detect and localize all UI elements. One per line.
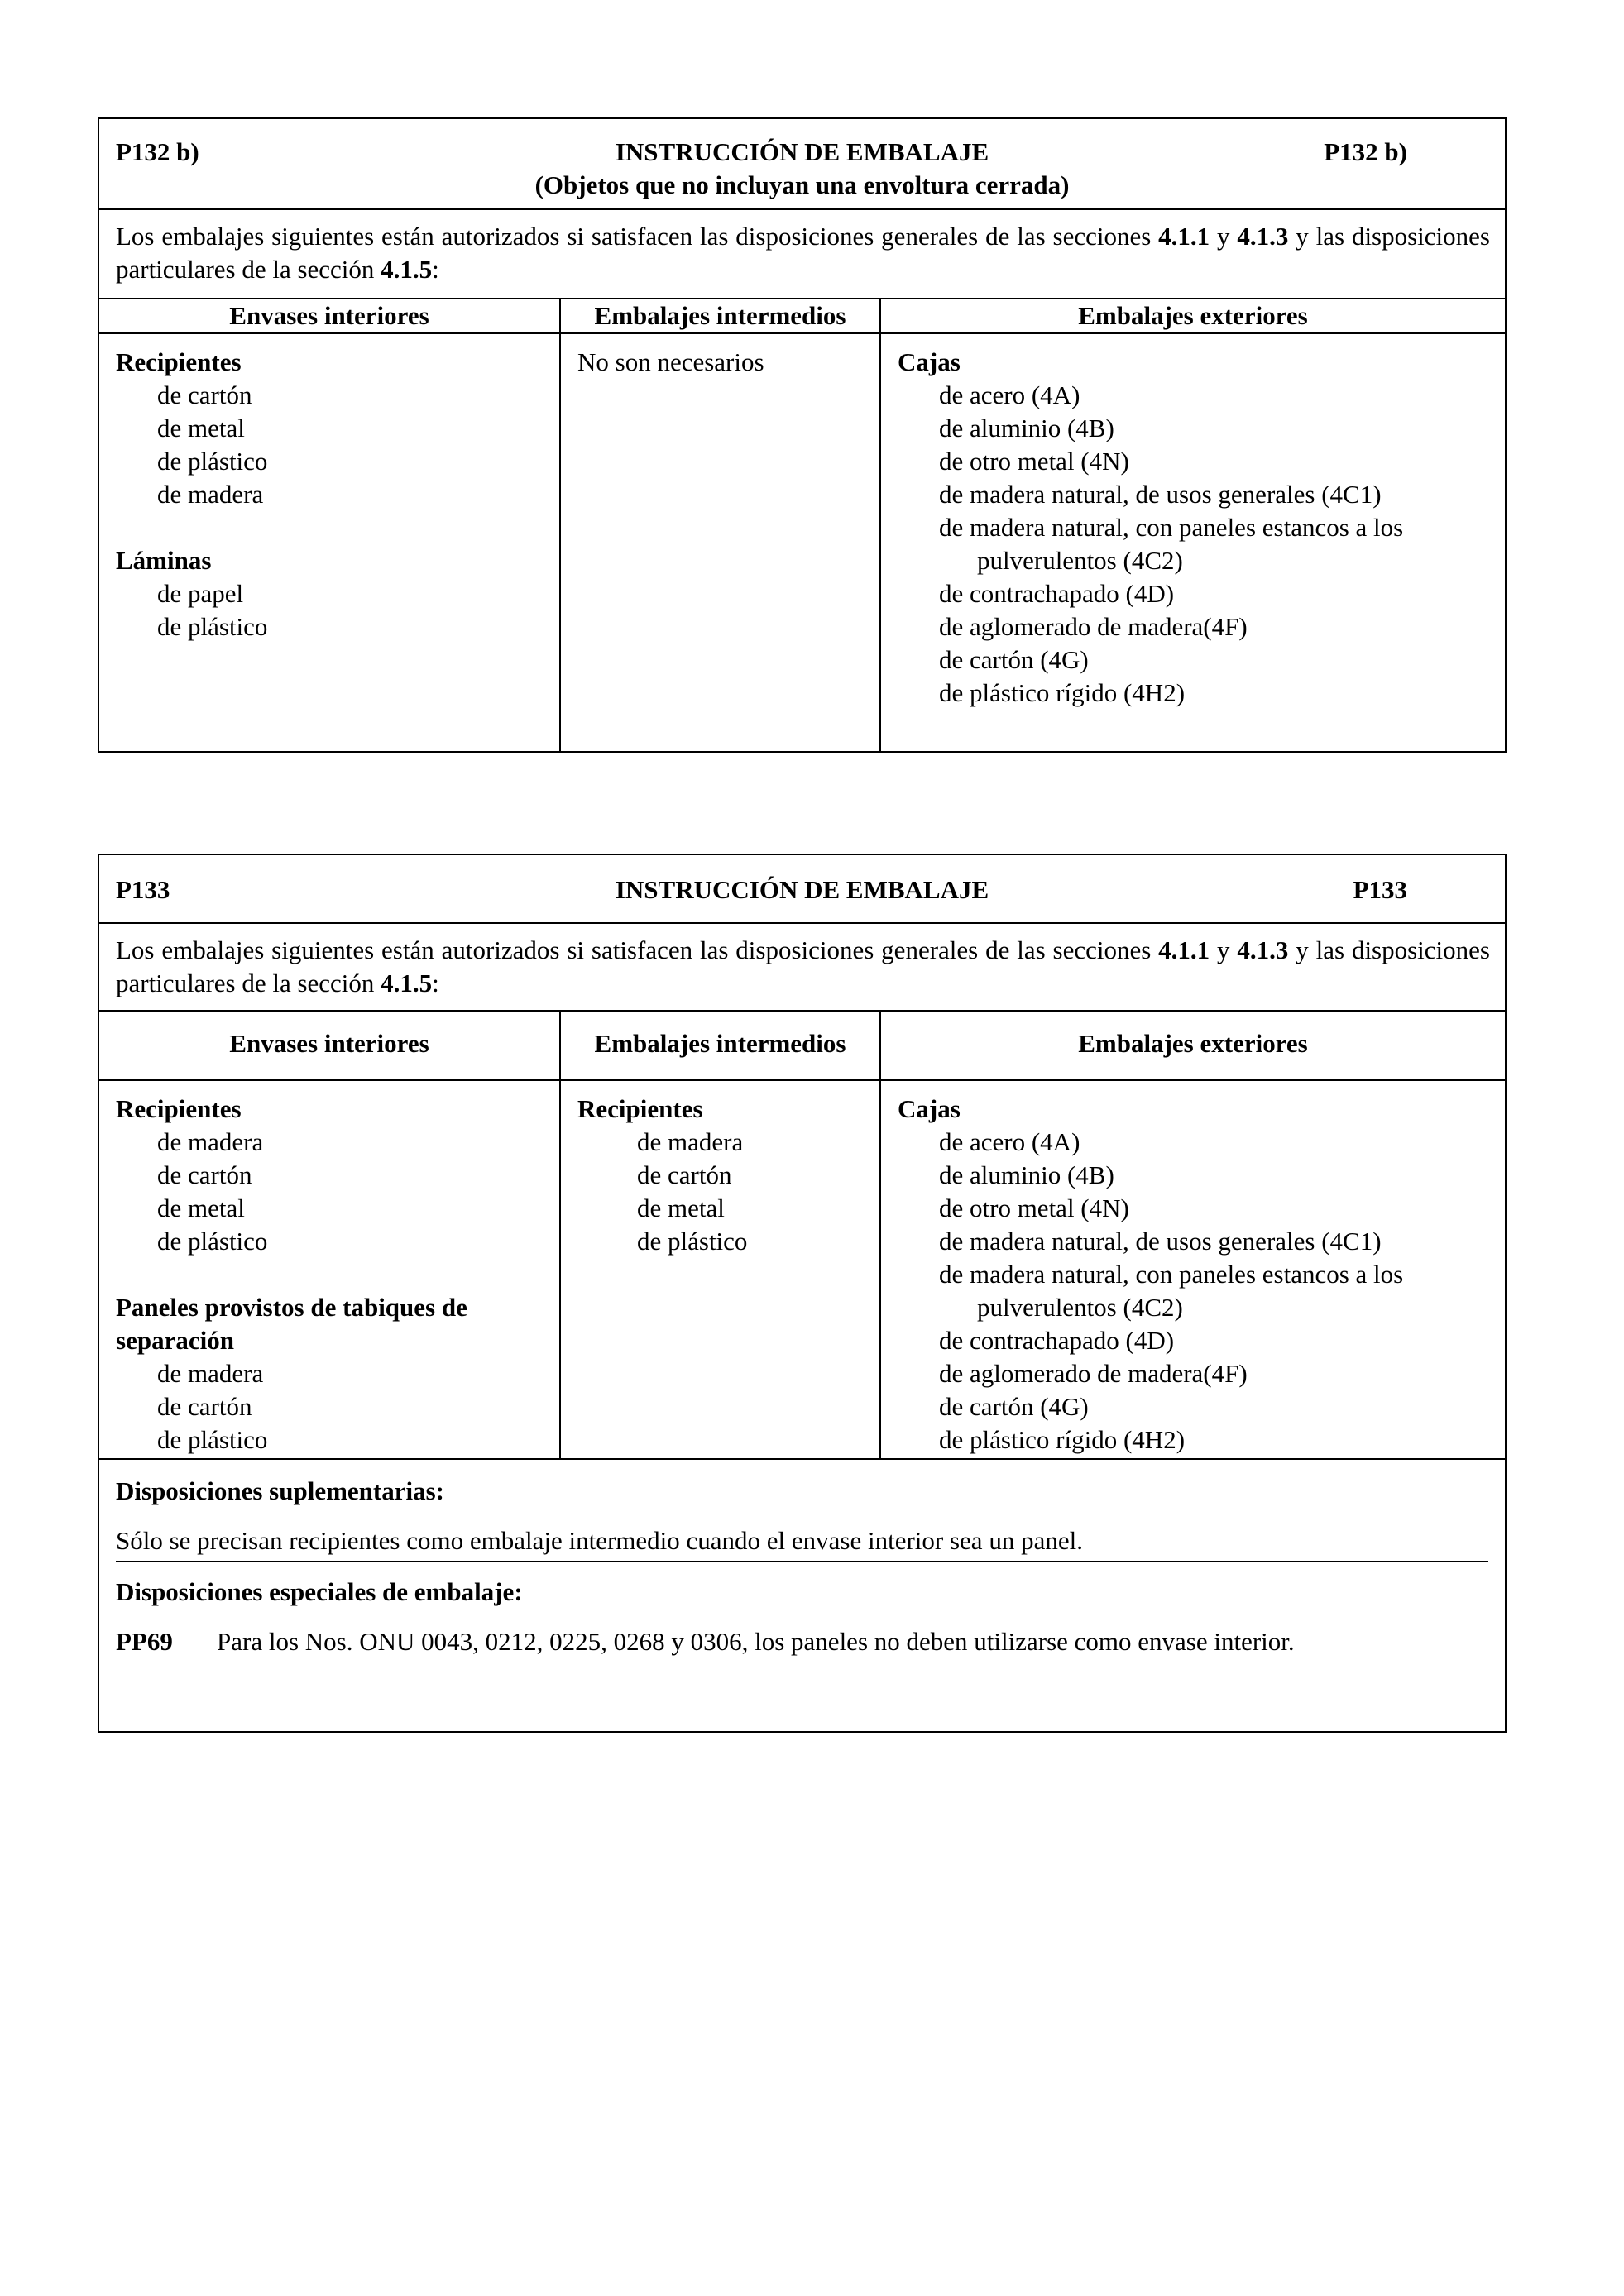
supplementary-text: Sólo se precisan recipientes como embalaje intermedio cuando el envase interior sea un panel. — [116, 1526, 1083, 1555]
list-item-continuation: pulverulentos (4C2) — [977, 546, 1183, 575]
group-title: Recipientes — [577, 1094, 703, 1123]
list-item: de acero (4A) — [939, 380, 1080, 409]
section-ref: 4.1.1 — [1158, 935, 1210, 964]
intro-text: y las disposiciones particulares de la sección — [116, 935, 1490, 997]
instruction-title: INSTRUCCIÓN DE EMBALAJE — [615, 875, 989, 904]
list-item: de metal — [157, 414, 245, 442]
group-title-continuation: separación — [116, 1326, 234, 1355]
list-item: de plástico rígido (4H2) — [939, 1425, 1186, 1454]
instruction-code-left: P133 — [116, 875, 170, 904]
special-packing-provisions — [116, 1562, 1488, 1658]
intro-text: Los embalajes siguientes están autorizados si satisfacen las disposiciones generales de las secciones — [116, 935, 1159, 964]
instruction-subtitle: (Objetos que no incluyan una envoltura cerrada) — [534, 170, 1070, 199]
column-header-outer: Embalajes exteriores — [881, 1012, 1505, 1081]
section-ref: 4.1.5 — [381, 255, 433, 284]
provisions-section — [99, 1460, 1505, 1658]
special-provisions-heading: Disposiciones especiales de embalaje: — [116, 1577, 523, 1606]
list-item: de plástico — [157, 612, 268, 641]
list-item: de madera natural, con paneles estancos a los — [939, 1260, 1404, 1289]
list-item: de aluminio (4B) — [939, 414, 1114, 442]
list-item: de cartón — [637, 1160, 732, 1189]
column-header-inner: Envases interiores — [99, 1012, 559, 1081]
packaging-table — [99, 299, 1505, 751]
list-item: de metal — [157, 1193, 245, 1222]
list-item: de otro metal (4N) — [939, 447, 1129, 476]
special-provision-pp69 — [116, 1625, 1488, 1658]
intro-text: : — [432, 255, 439, 284]
supplementary-provisions — [116, 1460, 1488, 1562]
group-title: Recipientes — [116, 1094, 242, 1123]
list-item: de madera — [157, 1359, 264, 1388]
list-item: de cartón (4G) — [939, 1392, 1089, 1421]
list-item-continuation: pulverulentos (4C2) — [977, 1293, 1183, 1322]
instruction-code-right: P132 b) — [1324, 137, 1407, 166]
section-ref: 4.1.1 — [1158, 222, 1210, 251]
supplementary-heading: Disposiciones suplementarias: — [116, 1476, 444, 1505]
list-item: de madera natural, con paneles estancos a los — [939, 513, 1404, 542]
section-ref: 4.1.3 — [1237, 222, 1289, 251]
list-item: de aglomerado de madera(4F) — [939, 612, 1248, 641]
intro-text: : — [432, 969, 439, 997]
instruction-header — [99, 119, 1505, 210]
list-item: de madera — [637, 1127, 744, 1156]
provision-text: Para los Nos. ONU 0043, 0212, 0225, 0268 y 0306, los paneles no deben utilizarse como envase interior. — [217, 1627, 1295, 1656]
group-title: Láminas — [116, 546, 212, 575]
packing-instruction-p133 — [98, 854, 1507, 1733]
list-item: de cartón — [157, 1160, 252, 1189]
column-header-outer: Embalajes exteriores — [881, 299, 1505, 334]
list-item: de papel — [157, 579, 244, 608]
packaging-table — [99, 1012, 1505, 1460]
column-header-inner: Envases interiores — [99, 299, 559, 334]
inner-packagings-column — [99, 299, 559, 751]
group-title: Paneles provistos de tabiques de — [116, 1293, 467, 1322]
instruction-title: INSTRUCCIÓN DE EMBALAJE — [615, 137, 989, 166]
list-item: de plástico — [637, 1227, 748, 1256]
instruction-header — [99, 855, 1505, 924]
intro-text: y — [1210, 935, 1238, 964]
provision-code: PP69 — [116, 1627, 173, 1656]
intro-paragraph — [99, 210, 1505, 299]
group-title: Cajas — [898, 1094, 961, 1123]
outer-packagings-column — [879, 1012, 1505, 1458]
list-item: de cartón (4G) — [939, 645, 1089, 674]
list-item: de aluminio (4B) — [939, 1160, 1114, 1189]
inner-packagings-column — [99, 1012, 559, 1458]
intro-paragraph — [99, 924, 1505, 1012]
intermediate-packagings-column — [559, 1012, 879, 1458]
section-ref: 4.1.5 — [381, 969, 433, 997]
list-item: de contrachapado (4D) — [939, 579, 1175, 608]
outer-packagings-column — [879, 299, 1505, 751]
column-header-intermediate: Embalajes intermedios — [561, 299, 879, 334]
list-item: de plástico rígido (4H2) — [939, 678, 1186, 707]
list-item: de cartón — [157, 1392, 252, 1421]
instruction-code-left: P132 b) — [116, 137, 199, 166]
list-item: de metal — [637, 1193, 725, 1222]
list-item: de plástico — [157, 1425, 268, 1454]
intro-text: y las disposiciones particulares de la sección — [116, 222, 1490, 284]
list-item: de contrachapado (4D) — [939, 1326, 1175, 1355]
intro-text: y — [1210, 222, 1238, 251]
list-item: de cartón — [157, 380, 252, 409]
list-item: de plástico — [157, 447, 268, 476]
section-ref: 4.1.3 — [1237, 935, 1289, 964]
intermediate-packagings-column — [559, 299, 879, 751]
group-title: Cajas — [898, 347, 961, 376]
packing-instruction-p132b — [98, 117, 1507, 753]
list-item: de madera natural, de usos generales (4C1) — [939, 480, 1382, 509]
list-item: de otro metal (4N) — [939, 1193, 1129, 1222]
group-title: Recipientes — [116, 347, 242, 376]
intermediate-note: No son necesarios — [577, 347, 764, 376]
list-item: de acero (4A) — [939, 1127, 1080, 1156]
instruction-code-right: P133 — [1353, 875, 1407, 904]
intro-text: Los embalajes siguientes están autorizados si satisfacen las disposiciones generales de las secciones — [116, 222, 1159, 251]
list-item: de madera natural, de usos generales (4C1) — [939, 1227, 1382, 1256]
list-item: de madera — [157, 480, 264, 509]
column-header-intermediate: Embalajes intermedios — [561, 1012, 879, 1081]
list-item: de madera — [157, 1127, 264, 1156]
list-item: de aglomerado de madera(4F) — [939, 1359, 1248, 1388]
list-item: de plástico — [157, 1227, 268, 1256]
